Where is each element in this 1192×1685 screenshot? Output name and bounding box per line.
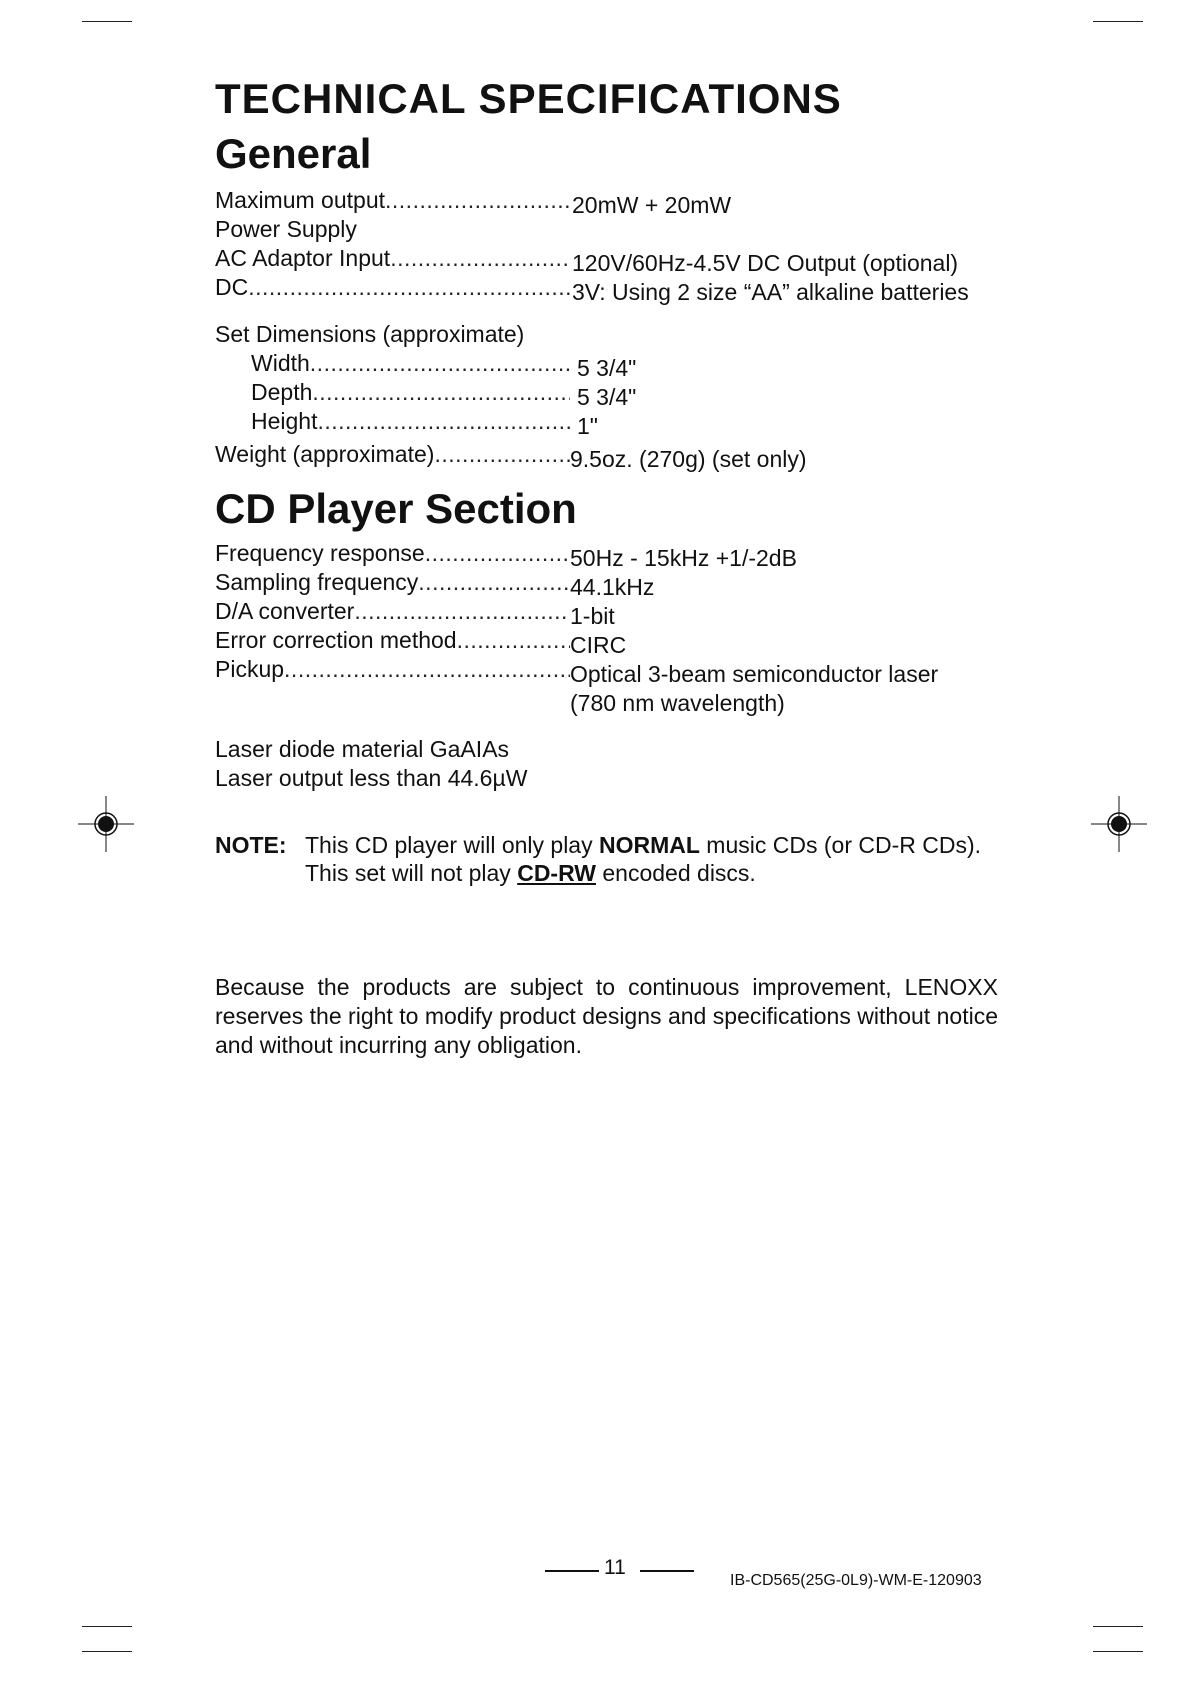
disclaimer-paragraph: Because the products are subject to continuous improvement, LENOXX reserves the right to modify product designs and specifications without notice and without incurring any obligation. (215, 974, 998, 1058)
document-code: IB-CD565(25G-0L9)-WM-E-120903 (730, 1572, 982, 1589)
spec-value: 120V/60Hz-4.5V DC Output (optional) (572, 250, 959, 276)
note-line-2 (305, 859, 1000, 887)
general-heading: General (215, 130, 372, 177)
laser-output: Laser output less than 44.6µW (215, 765, 528, 791)
cd-specs (215, 539, 1000, 716)
spec-value: 50Hz - 15kHz +1/-2dB (570, 545, 797, 571)
spec-row-weight (215, 440, 1000, 472)
spec-value: 5 3/4" (577, 384, 637, 410)
spec-row-pickup-wavelength (215, 684, 1000, 716)
spec-label: Pickup ..... (215, 655, 570, 684)
laser-diode-material: Laser diode material GaAIAs (215, 736, 510, 762)
spec-label: AC Adaptor Input ..... (215, 244, 570, 273)
note-text-segment: This set will not play (305, 860, 518, 886)
spec-label: Height ..... (251, 407, 570, 436)
crop-mark-bottom-left-2 (82, 1651, 132, 1652)
spec-value: 3V: Using 2 size “AA” alkaline batteries (572, 279, 969, 305)
spec-value: 44.1kHz (570, 574, 655, 600)
spec-label: D/A converter ..... (215, 597, 570, 626)
registration-mark-left-icon (78, 796, 134, 852)
spec-label: Depth ..... (251, 378, 570, 407)
note-text-segment: encoded discs. (596, 860, 756, 886)
spec-value: 9.5oz. (270g) (set only) (570, 446, 807, 472)
spec-value: 1" (577, 413, 598, 439)
spec-row-power-supply (215, 215, 1000, 244)
spec-value: CIRC (570, 632, 627, 658)
spec-row-width (215, 349, 1000, 381)
note-text-segment: music CDs (or CD-R CDs). (699, 832, 982, 858)
spec-row-set-dimensions (215, 320, 1000, 349)
spec-value: 5 3/4" (577, 355, 637, 381)
spec-row-depth (215, 378, 1000, 410)
note-line-1 (305, 831, 1000, 859)
spec-row-dc (215, 273, 1000, 305)
general-specs (215, 186, 1000, 472)
crop-mark-bottom-left-1 (82, 1626, 132, 1627)
spec-label: Error correction method ..... (215, 626, 570, 655)
spec-value: 1-bit (570, 603, 615, 629)
crop-mark-bottom-right-1 (1093, 1626, 1143, 1627)
spec-row-error-correction (215, 626, 1000, 658)
page-content (215, 70, 1000, 1083)
spec-label: Frequency response ..... (215, 539, 570, 568)
spec-row-pickup (215, 655, 1000, 687)
note-emphasis-normal: NORMAL (598, 832, 700, 858)
spec-label: Maximum output ..... (215, 186, 570, 215)
spec-row-sampling-frequency (215, 568, 1000, 600)
spec-label: Sampling frequency ..... (215, 568, 570, 597)
note-text (305, 831, 1000, 887)
spec-row-maximum-output (215, 186, 1000, 218)
spec-value: Optical 3-beam semiconductor laser (570, 661, 939, 687)
spec-row-da-converter (215, 597, 1000, 629)
note-label: NOTE: (215, 832, 287, 858)
note-emphasis-cd-rw: CD-RW (517, 860, 596, 886)
footer-rule-left (545, 1570, 599, 1572)
spec-value: (780 nm wavelength) (570, 690, 785, 716)
crop-mark-top-left (82, 21, 132, 22)
note-block (215, 831, 1000, 887)
spec-label: Width ..... (251, 349, 570, 378)
cd-player-section-heading: CD Player Section (215, 485, 577, 532)
crop-mark-bottom-right-2 (1093, 1651, 1143, 1652)
spec-row-ac-adaptor (215, 244, 1000, 276)
spec-row-frequency-response (215, 539, 1000, 571)
spec-value: 20mW + 20mW (572, 192, 732, 218)
spec-label: Weight (approximate) ..... (215, 440, 570, 469)
page-title: TECHNICAL SPECIFICATIONS (215, 75, 842, 122)
spec-label: Set Dimensions (approximate) (215, 321, 525, 347)
registration-mark-right-icon (1091, 796, 1147, 852)
page-number: 11 (604, 1556, 626, 1579)
laser-info (215, 735, 1000, 793)
note-text-segment: This CD player will only play (305, 832, 599, 858)
crop-mark-top-right (1093, 21, 1143, 22)
spec-row-height (215, 407, 1000, 439)
spec-label: DC ..... (215, 273, 570, 302)
footer-rule-right (640, 1570, 694, 1572)
spec-label: Power Supply (215, 216, 357, 242)
